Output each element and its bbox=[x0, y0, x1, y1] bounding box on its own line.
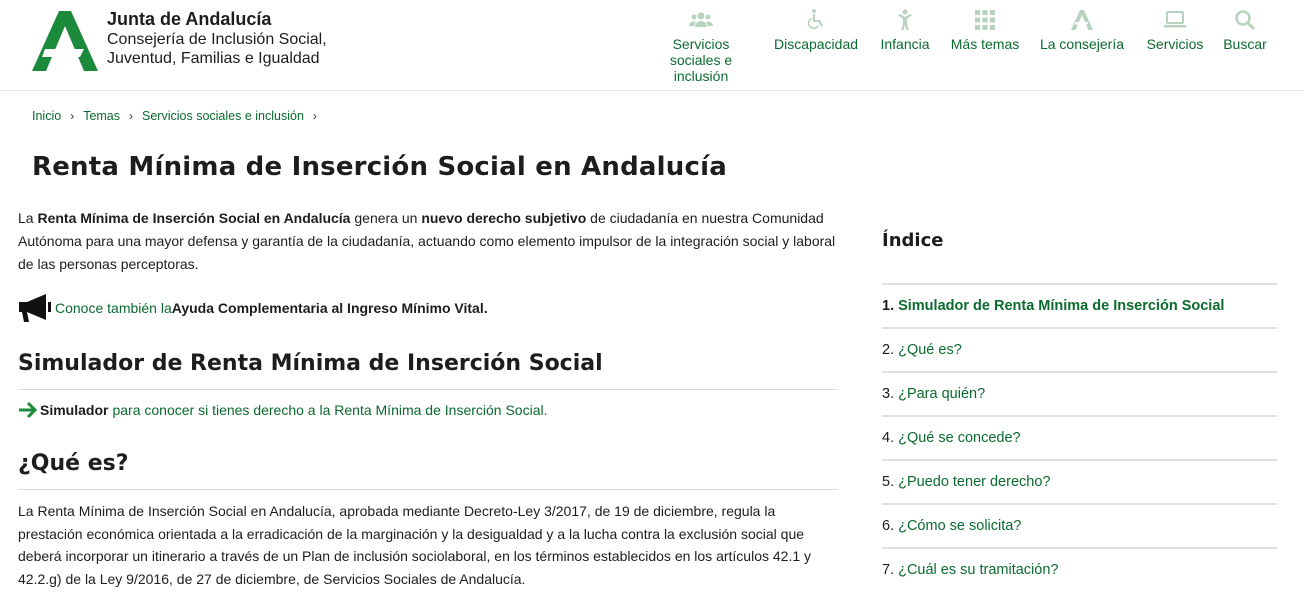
organization-title[interactable] bbox=[107, 8, 327, 68]
index-item[interactable] bbox=[882, 415, 1277, 459]
index-link[interactable]: ¿Cómo se solicita? bbox=[898, 518, 1022, 534]
search-icon bbox=[1233, 8, 1257, 32]
index-number: 2. bbox=[882, 342, 895, 358]
org-name: Junta de Andalucía bbox=[107, 9, 272, 29]
index-item[interactable] bbox=[882, 459, 1277, 503]
nav-label-line-2: sociales e bbox=[669, 52, 733, 68]
grid-icon bbox=[973, 8, 997, 32]
junta-de-andalucia-logo[interactable] bbox=[32, 11, 98, 71]
index-number: 5. bbox=[882, 474, 895, 490]
intro-text: de ciudadanía en nuestra Comunidad Autónoma para una mayor defensa y garantía de la ciudadanía, actuando como elemento impulsor de la integración social y laboral de las personas perceptoras. bbox=[18, 210, 836, 272]
index-number: 4. bbox=[882, 430, 895, 446]
section-heading-simulador: Simulador de Renta Mínima de Inserción Social bbox=[18, 351, 603, 376]
chevron-right-icon: › bbox=[312, 109, 317, 123]
breadcrumb-servicios-sociales[interactable]: Servicios sociales e inclusión bbox=[142, 109, 304, 123]
notice-link-text[interactable]: Conoce también la bbox=[55, 300, 172, 316]
intro-bold-program-name: Renta Mínima de Inserción Social en Andalucía bbox=[37, 210, 351, 226]
nav-label: Servicios bbox=[1146, 36, 1204, 52]
simulador-link-row[interactable] bbox=[18, 402, 547, 418]
section-divider bbox=[18, 489, 838, 490]
intro-text: genera un bbox=[350, 210, 422, 226]
nav-buscar[interactable] bbox=[1220, 8, 1270, 52]
index-number: 7. bbox=[882, 562, 895, 578]
nav-label: Buscar bbox=[1223, 36, 1267, 52]
nav-mas-temas[interactable] bbox=[950, 8, 1020, 52]
breadcrumb bbox=[32, 107, 326, 125]
simulador-label[interactable]: Simulador bbox=[40, 402, 109, 418]
index-title: Índice bbox=[882, 230, 944, 251]
que-es-paragraph: La Renta Mínima de Inserción Social en Andalucía, aprobada mediante Decreto-Ley 3/2017, de 19 de diciembre, regula la prestación económica orientada a la erradicación de la marginación y la desigualdad y a la lucha contra la exclusión social que deberá incorporar un itinerario a través de un Plan de inclusión sociolaboral, en los términos establecidos en los artículos 42.1 y 42.2.g) de la Ley 9/2016, de 27 de diciembre, de Servicios Sociales de Andalucía. bbox=[18, 503, 812, 587]
megaphone-icon bbox=[18, 292, 52, 324]
index-link[interactable]: ¿Qué se concede? bbox=[898, 430, 1021, 446]
nav-infancia[interactable] bbox=[877, 8, 933, 52]
intro-text: La bbox=[18, 210, 38, 226]
intro-bold-right: nuevo derecho subjetivo bbox=[421, 210, 587, 226]
nav-label: Infancia bbox=[880, 36, 930, 52]
chevron-right-icon: › bbox=[70, 109, 75, 123]
wheelchair-icon bbox=[804, 8, 828, 32]
nav-label-line-3: inclusión bbox=[673, 68, 729, 84]
index-link[interactable]: ¿Puedo tener derecho? bbox=[898, 474, 1051, 490]
nav-label: Discapacidad bbox=[773, 36, 859, 52]
junta-logo-icon bbox=[1070, 8, 1094, 32]
nav-la-consejeria[interactable] bbox=[1038, 8, 1126, 52]
index-link[interactable]: ¿Qué es? bbox=[898, 342, 962, 358]
site-header bbox=[0, 0, 1304, 91]
breadcrumb-temas[interactable]: Temas bbox=[83, 109, 121, 123]
chevron-right-icon: › bbox=[129, 109, 134, 123]
page-title: Renta Mínima de Inserción Social en Andalucía bbox=[32, 152, 727, 182]
intro-paragraph bbox=[18, 207, 840, 276]
index-link[interactable]: Simulador de Renta Mínima de Inserción Social bbox=[898, 298, 1225, 314]
nav-label-line-1: Servicios bbox=[672, 36, 730, 52]
index-link[interactable]: ¿Cuál es su tramitación? bbox=[898, 562, 1059, 578]
index-number: 3. bbox=[882, 386, 895, 402]
arrow-right-icon bbox=[18, 402, 38, 418]
index-item[interactable] bbox=[882, 371, 1277, 415]
breadcrumb-inicio[interactable]: Inicio bbox=[32, 109, 62, 123]
index-list bbox=[882, 283, 1277, 591]
main-content bbox=[18, 207, 840, 587]
nav-discapacidad[interactable] bbox=[773, 8, 859, 52]
nav-label: Más temas bbox=[950, 36, 1020, 52]
notice-ayuda-complementaria[interactable] bbox=[18, 292, 488, 324]
index-item[interactable] bbox=[882, 503, 1277, 547]
index-item[interactable] bbox=[882, 327, 1277, 371]
laptop-icon bbox=[1163, 8, 1187, 32]
org-subtitle-line-2: Juventud, Familias e Igualdad bbox=[107, 50, 320, 67]
index-link[interactable]: ¿Para quién? bbox=[898, 386, 986, 402]
nav-servicios[interactable] bbox=[1144, 8, 1206, 52]
notice-bold-link[interactable]: Ayuda Complementaria al Ingreso Mínimo Vital. bbox=[171, 300, 488, 316]
users-icon bbox=[689, 8, 713, 32]
child-icon bbox=[893, 8, 917, 32]
index-number: 1. bbox=[882, 298, 895, 314]
simulador-link[interactable]: para conocer si tienes derecho a la Renta Mínima de Inserción Social. bbox=[112, 402, 548, 418]
index-item[interactable] bbox=[882, 547, 1277, 591]
org-subtitle-line-1: Consejería de Inclusión Social, bbox=[107, 31, 327, 48]
index-item[interactable] bbox=[882, 283, 1277, 327]
index-number: 6. bbox=[882, 518, 895, 534]
nav-label: La consejería bbox=[1039, 36, 1125, 52]
section-heading-que-es: ¿Qué es? bbox=[18, 451, 129, 476]
section-divider bbox=[18, 389, 838, 390]
nav-servicios-sociales[interactable] bbox=[668, 8, 734, 84]
